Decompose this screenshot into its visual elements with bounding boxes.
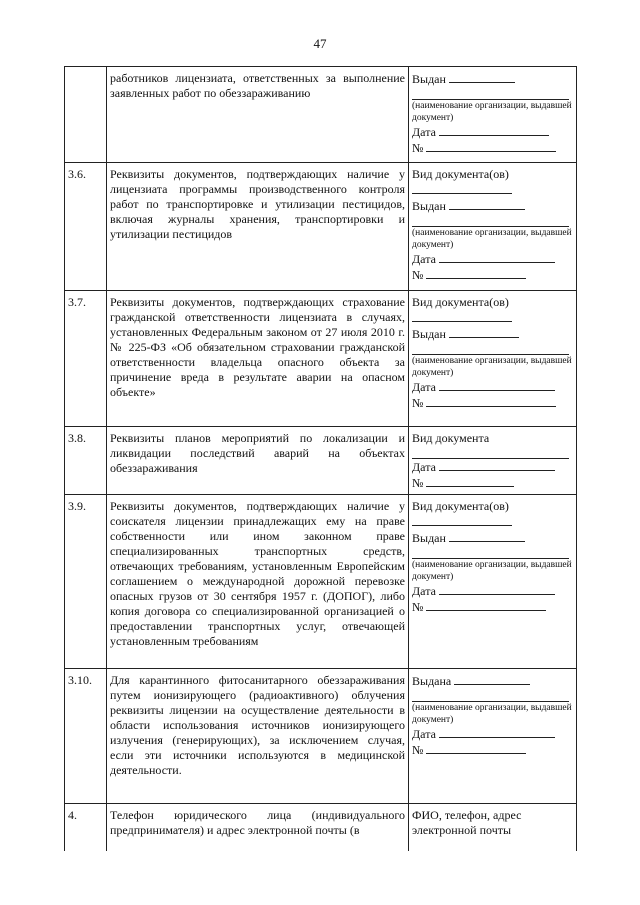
table-row	[65, 495, 577, 669]
doc-type-blank[interactable]	[412, 310, 512, 322]
number-blank[interactable]	[426, 742, 526, 754]
date-blank[interactable]	[439, 124, 549, 136]
number-label: №	[412, 743, 424, 757]
row-number	[65, 67, 107, 163]
number-blank[interactable]	[426, 267, 526, 279]
date-label: Дата	[412, 727, 436, 741]
number-label: №	[412, 396, 424, 410]
date-blank[interactable]	[439, 459, 555, 471]
issued-blank-line[interactable]	[412, 87, 569, 100]
number-blank[interactable]	[426, 599, 546, 611]
issued-blank[interactable]	[449, 198, 525, 210]
row-number: 3.6.	[65, 163, 107, 291]
fill-cell	[409, 495, 577, 669]
row-description: Реквизиты планов мероприятий по локализации и ликвидации последствий аварий на объектах обеззараживания	[107, 427, 409, 495]
row-description: Реквизиты документов, подтверждающих наличие у соискателя лицензии принадлежащих ему на праве собственности или ином законном праве специализированных транспортных средств, отвечающих требованиям, установленным Европейским соглашением о международной дорожной перевозке опасных грузов от 30 сентября 1957 г. (ДОПОГ), либо копия договора со специализированной организацией о предоставлении транспортных услуг, отвечающей установленным требованиям	[107, 495, 409, 669]
doc-type-blank[interactable]	[412, 514, 512, 526]
number-blank[interactable]	[426, 395, 556, 407]
issued-label: Выдан	[412, 72, 446, 86]
table-row	[65, 291, 577, 427]
row-number: 4.	[65, 804, 107, 852]
requisites-table	[64, 66, 577, 851]
issued-blank-line[interactable]	[412, 342, 569, 355]
issuer-note: (наименование организации, выдавшей документ)	[412, 703, 572, 725]
table-row	[65, 669, 577, 804]
row-description: работников лицензиата, ответственных за выполнение заявленных работ по обеззараживанию	[107, 67, 409, 163]
date-blank[interactable]	[439, 583, 555, 595]
doc-type-blank-line[interactable]	[412, 446, 569, 459]
date-label: Дата	[412, 125, 436, 139]
issued-blank[interactable]	[449, 530, 525, 542]
row-description: Телефон юридического лица (индивидуального предпринимателя) и адрес электронной почты (в	[107, 804, 409, 852]
doc-type-label: Вид документа(ов)	[412, 295, 509, 309]
table-row	[65, 427, 577, 495]
date-blank[interactable]	[439, 379, 555, 391]
doc-type-blank[interactable]	[412, 182, 512, 194]
number-blank[interactable]	[426, 140, 556, 152]
doc-type-label: Вид документа	[412, 431, 490, 445]
issuer-note: (наименование организации, выдавшей документ)	[412, 356, 572, 378]
date-label: Дата	[412, 380, 436, 394]
fill-cell	[409, 291, 577, 427]
row-description: Реквизиты документов, подтверждающих наличие у лицензиата программы производственного контроля работ по транспортировке и утилизации пестицидов, включая журналы хранения, транспортировки и утилизации пестицидов	[107, 163, 409, 291]
row-number: 3.9.	[65, 495, 107, 669]
date-blank[interactable]	[439, 251, 555, 263]
issued-blank-line[interactable]	[412, 214, 569, 227]
issued-blank[interactable]	[449, 326, 519, 338]
fill-cell	[409, 67, 577, 163]
fill-cell	[409, 804, 577, 852]
issuer-note: (наименование организации, выдавшей документ)	[412, 560, 572, 582]
table-row	[65, 163, 577, 291]
number-label: №	[412, 600, 424, 614]
number-blank[interactable]	[426, 475, 514, 487]
fill-cell	[409, 427, 577, 495]
row-number: 3.10.	[65, 669, 107, 804]
number-label: №	[412, 141, 424, 155]
row-number: 3.7.	[65, 291, 107, 427]
number-label: №	[412, 476, 424, 490]
fill-cell	[409, 669, 577, 804]
issued-label: Выдана	[412, 674, 452, 688]
issued-label: Выдан	[412, 199, 446, 213]
row-description: Для карантинного фитосанитарного обеззараживания путем ионизирующего (радиоактивного) облучения реквизиты лицензии на осуществление деятельности в области использования источников ионизирующего излучения (генерирующих), за исключением случая, если эти источники используются в медицинской деятельности.	[107, 669, 409, 804]
row-description: Реквизиты документов, подтверждающих страхование гражданской ответственности лицензиата в случаях, установленных Федеральным законом от 27 июля 2010 г. № 225-ФЗ «Об обязательном страховании гражданской ответственности владельца опасного объекта за причинение вреда в результате аварии на опасном объекте»	[107, 291, 409, 427]
issued-blank[interactable]	[454, 673, 530, 685]
table-row	[65, 67, 577, 163]
doc-type-label: Вид документа(ов)	[412, 167, 509, 181]
issued-blank-line[interactable]	[412, 689, 569, 702]
date-label: Дата	[412, 460, 436, 474]
issuer-note: (наименование организации, выдавшей документ)	[412, 228, 572, 250]
date-blank[interactable]	[439, 726, 555, 738]
contact-label: ФИО, телефон, адрес электронной почты	[412, 808, 522, 837]
date-label: Дата	[412, 252, 436, 266]
page-number: 47	[313, 36, 327, 51]
issuer-note: (наименование организации, выдавшей документ)	[412, 101, 572, 123]
issued-label: Выдан	[412, 327, 446, 341]
row-number: 3.8.	[65, 427, 107, 495]
fill-cell	[409, 163, 577, 291]
number-label: №	[412, 268, 424, 282]
issued-blank-line[interactable]	[412, 546, 569, 559]
issued-label: Выдан	[412, 531, 446, 545]
issued-blank[interactable]	[449, 71, 515, 83]
doc-type-label: Вид документа(ов)	[412, 499, 509, 513]
table-row	[65, 804, 577, 852]
date-label: Дата	[412, 584, 436, 598]
